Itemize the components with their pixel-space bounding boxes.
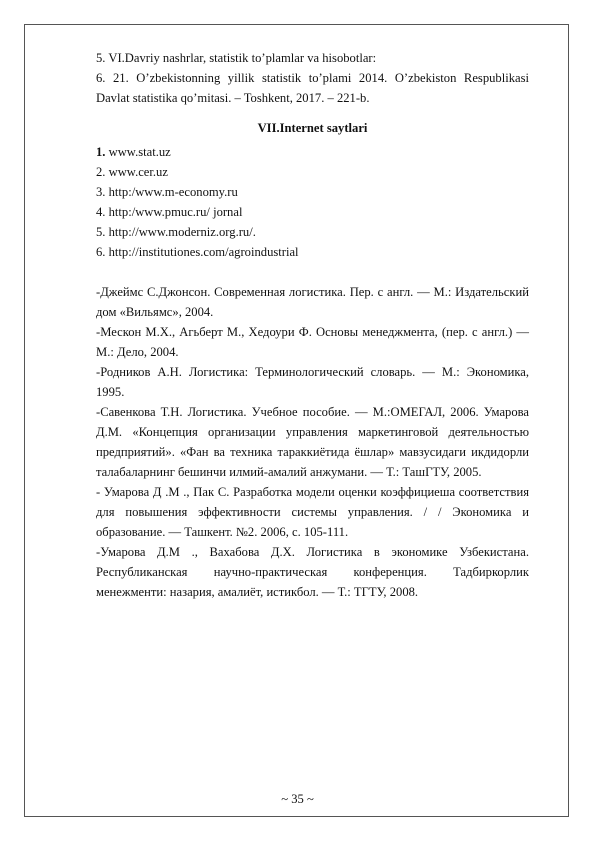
document-body [96,48,529,602]
link-text: www.stat.uz [105,145,171,159]
link-item-1[interactable] [96,142,529,162]
link-number: 6. [96,245,106,259]
reference-4: -Савенкова Т.Н. Логистика. Учебное пособие. — М.:ОМЕГАЛ, 2006. Умарова Д.М. «Концепция организации управления маркетинговой деятельностью предприятий». «Фан ва техника тараккиётида ёшлар» мавзусидаги икдидорли талабаларнинг бешинчи илмий-амалий анжумани. — Т.: ТашГТУ, 2005. [96,405,529,479]
link-item-5[interactable] [96,222,529,242]
link-text: www.cer.uz [105,165,168,179]
link-text: http://institutiones.com/agroindustrial [105,245,299,259]
link-item-4[interactable] [96,202,529,222]
source-item-5: 5. VI.Davriy nashrlar, statistik to’plamlar va hisobotlar: [96,51,377,65]
page-number: ~ 35 ~ [281,792,314,806]
reference-6: -Умарова Д.М ., Вахабова Д.Х. Логистика в экономике Узбекистана. Республиканская научно-практическая конференция. Тадбиркорлик менежменти: назария, амалиёт, истикбол. — Т.: ТГТУ, 2008. [96,545,529,599]
link-item-2[interactable] [96,162,529,182]
link-text: http:/www.m-economy.ru [105,185,238,199]
link-number: 4. [96,205,106,219]
link-number: 2. [96,165,106,179]
spacer [96,262,529,282]
link-number: 3. [96,185,106,199]
reference-3: -Родников А.Н. Логистика: Терминологический словарь. — М.: Экономика, 1995. [96,365,529,399]
link-item-6[interactable] [96,242,529,262]
reference-2: -Мескон М.Х., Агьберт М., Хедоури Ф. Основы менеджмента, (пер. с англ.) — М.: Дело, 2004. [96,325,529,359]
link-number: 5. [96,225,106,239]
link-number: 1. [96,145,106,159]
section-heading: VII.Internet saytlari [257,121,368,135]
link-text: http://www.moderniz.org.ru/. [105,225,256,239]
link-item-3[interactable] [96,182,529,202]
link-list [96,142,529,262]
link-text: http:/www.pmuc.ru/ jornal [105,205,243,219]
reference-1: -Джеймс С.Джонсон. Современная логистика. Пер. с англ. — М.: Издательский дом «Вильямс», 2004. [96,285,529,319]
reference-5: - Умарова Д .М ., Пак С. Разработка модели оценки коэффициеша соответствия для повышения эффективности системы управления. / / Экономика и образование. — Ташкент. №2. 2006, с. 105-111. [96,485,529,539]
source-item-6: 6. 21. O’zbekistonning yillik statistik to’plami 2014. O’zbekiston Respublikasi Davlat statistika qo’mitasi. – Toshkent, 2017. – 221-b. [96,71,529,105]
